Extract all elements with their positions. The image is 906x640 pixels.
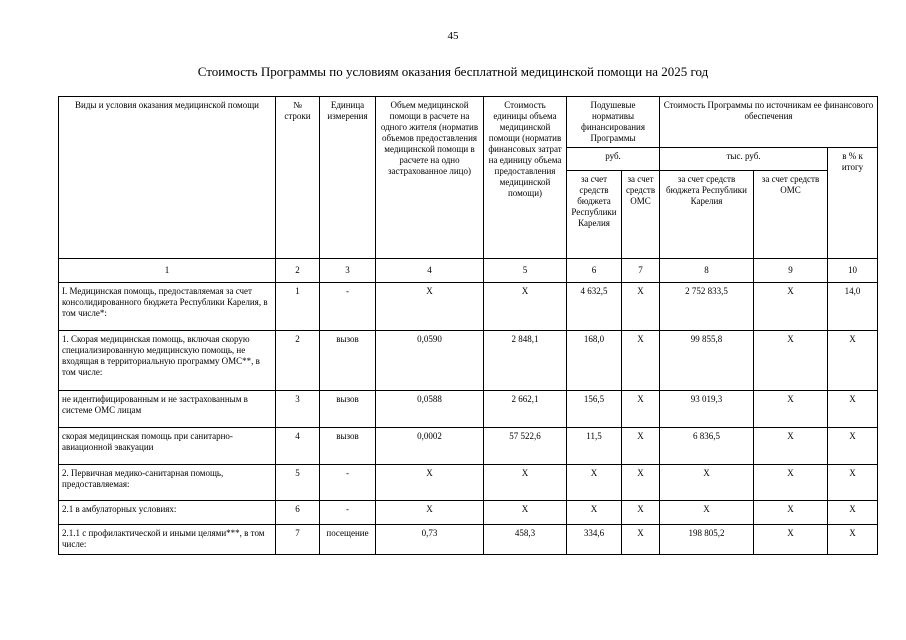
cell-unit: вызов [320,331,376,391]
cell-name: 2.1 в амбулаторных условиях: [59,501,276,525]
cell-unit: - [320,465,376,501]
col-number: 2 [276,259,320,283]
cell-cost-budget: 2 752 833,5 [660,283,754,331]
cell-num: 3 [276,391,320,428]
cell-norm-oms: X [622,501,660,525]
cell-cost-budget: 198 805,2 [660,525,754,555]
cell-cost-budget: 99 855,8 [660,331,754,391]
cell-num: 1 [276,283,320,331]
header-per-capita-norms: Подушевые нормативы финансирования Программы [567,97,660,148]
cell-unit: вызов [320,391,376,428]
table-row [59,391,878,428]
cell-norm-oms: X [622,428,660,465]
cell-norm-budget: X [567,501,622,525]
cell-pct: 14,0 [828,283,878,331]
program-cost-table [58,96,878,555]
cell-norm-budget: 156,5 [567,391,622,428]
header-cost-budget: за счет средств бюджета Республики Карелия [660,171,754,259]
cell-cost-oms: X [754,525,828,555]
header-cost-oms: за счет средств ОМС [754,171,828,259]
header-thous-rub: тыс. руб. [660,148,828,171]
cell-unit-cost: X [484,501,567,525]
cell-pct: X [828,465,878,501]
cell-norm-budget: 168,0 [567,331,622,391]
cell-unit-cost: 57 522,6 [484,428,567,465]
cell-volume: 0,73 [376,525,484,555]
cell-norm-budget: 11,5 [567,428,622,465]
header-program-cost: Стоимость Программы по источникам ее финансового обеспечения [660,97,878,148]
header-volume: Объем медицинской помощи в расчете на одного жителя (норматив объемов предоставления медицинской помощи в расчете на одно застрахованное лицо) [376,97,484,259]
header-row-number: № строки [276,97,320,259]
cell-norm-budget: 334,6 [567,525,622,555]
header-percent-total: в % к итогу [828,148,878,259]
cell-pct: X [828,331,878,391]
col-number: 3 [320,259,376,283]
cell-norm-budget: 4 632,5 [567,283,622,331]
cell-cost-budget: X [660,501,754,525]
cell-name: 2. Первичная медико-санитарная помощь, предоставляемая: [59,465,276,501]
table-row [59,283,878,331]
cell-unit-cost: 2 662,1 [484,391,567,428]
col-number: 6 [567,259,622,283]
cell-unit-cost: 2 848,1 [484,331,567,391]
cell-pct: X [828,501,878,525]
cell-cost-oms: X [754,283,828,331]
col-number: 10 [828,259,878,283]
cell-num: 5 [276,465,320,501]
col-number: 7 [622,259,660,283]
cell-cost-oms: X [754,391,828,428]
cell-name: 1. Скорая медицинская помощь, включая скорую специализированную медицинскую помощь, не входящая в территориальную программу ОМС**, в том числе: [59,331,276,391]
page-title: Стоимость Программы по условиям оказания бесплатной медицинской помощи на 2025 год [197,64,709,79]
cell-cost-oms: X [754,501,828,525]
header-norm-budget: за счет средств бюджета Республики Карелия [567,171,622,259]
table-row [59,428,878,465]
cell-unit-cost: 458,3 [484,525,567,555]
cell-unit: - [320,501,376,525]
cell-num: 2 [276,331,320,391]
header-types-conditions: Виды и условия оказания медицинской помощи [59,97,276,259]
cell-cost-budget: 6 836,5 [660,428,754,465]
cell-num: 6 [276,501,320,525]
cell-name: I. Медицинская помощь, предоставляемая за счет консолидированного бюджета Республики Карелия, в том числе*: [59,283,276,331]
cell-name: не идентифицированным и не застрахованным в системе ОМС лицам [59,391,276,428]
cell-volume: X [376,501,484,525]
cell-norm-oms: X [622,525,660,555]
cell-volume: 0,0002 [376,428,484,465]
cell-unit-cost: X [484,283,567,331]
cell-name: скорая медицинская помощь при санитарно-авиационной эвакуации [59,428,276,465]
table-row [59,525,878,555]
cell-unit: вызов [320,428,376,465]
cell-volume: 0,0588 [376,391,484,428]
cell-volume: X [376,465,484,501]
table-row [59,331,878,391]
column-numbers-row [59,259,878,283]
cell-cost-budget: 93 019,3 [660,391,754,428]
cell-pct: X [828,428,878,465]
cell-volume: X [376,283,484,331]
cell-cost-budget: X [660,465,754,501]
header-rub: руб. [567,148,660,171]
cell-pct: X [828,391,878,428]
col-number: 9 [754,259,828,283]
cell-cost-oms: X [754,331,828,391]
col-number: 4 [376,259,484,283]
cell-norm-budget: X [567,465,622,501]
col-number: 8 [660,259,754,283]
cell-volume: 0,0590 [376,331,484,391]
table-row [59,465,878,501]
cell-cost-oms: X [754,465,828,501]
table-row [59,501,878,525]
cell-unit: - [320,283,376,331]
cell-cost-oms: X [754,428,828,465]
cell-norm-oms: X [622,331,660,391]
cell-norm-oms: X [622,391,660,428]
cell-norm-oms: X [622,283,660,331]
cell-unit-cost: X [484,465,567,501]
page-number: 45 [447,30,459,42]
cell-num: 4 [276,428,320,465]
cell-num: 7 [276,525,320,555]
col-number: 5 [484,259,567,283]
header-unit-cost: Стоимость единицы объема медицинской помощи (норматив финансовых затрат на единицу объема предоставления медицинской помощи) [484,97,567,259]
cell-norm-oms: X [622,465,660,501]
col-number: 1 [59,259,276,283]
cell-pct: X [828,525,878,555]
cell-name: 2.1.1 с профилактической и иными целями***, в том числе: [59,525,276,555]
header-unit: Единица измерения [320,97,376,259]
header-norm-oms: за счет средств ОМС [622,171,660,259]
cell-unit: посещение [320,525,376,555]
